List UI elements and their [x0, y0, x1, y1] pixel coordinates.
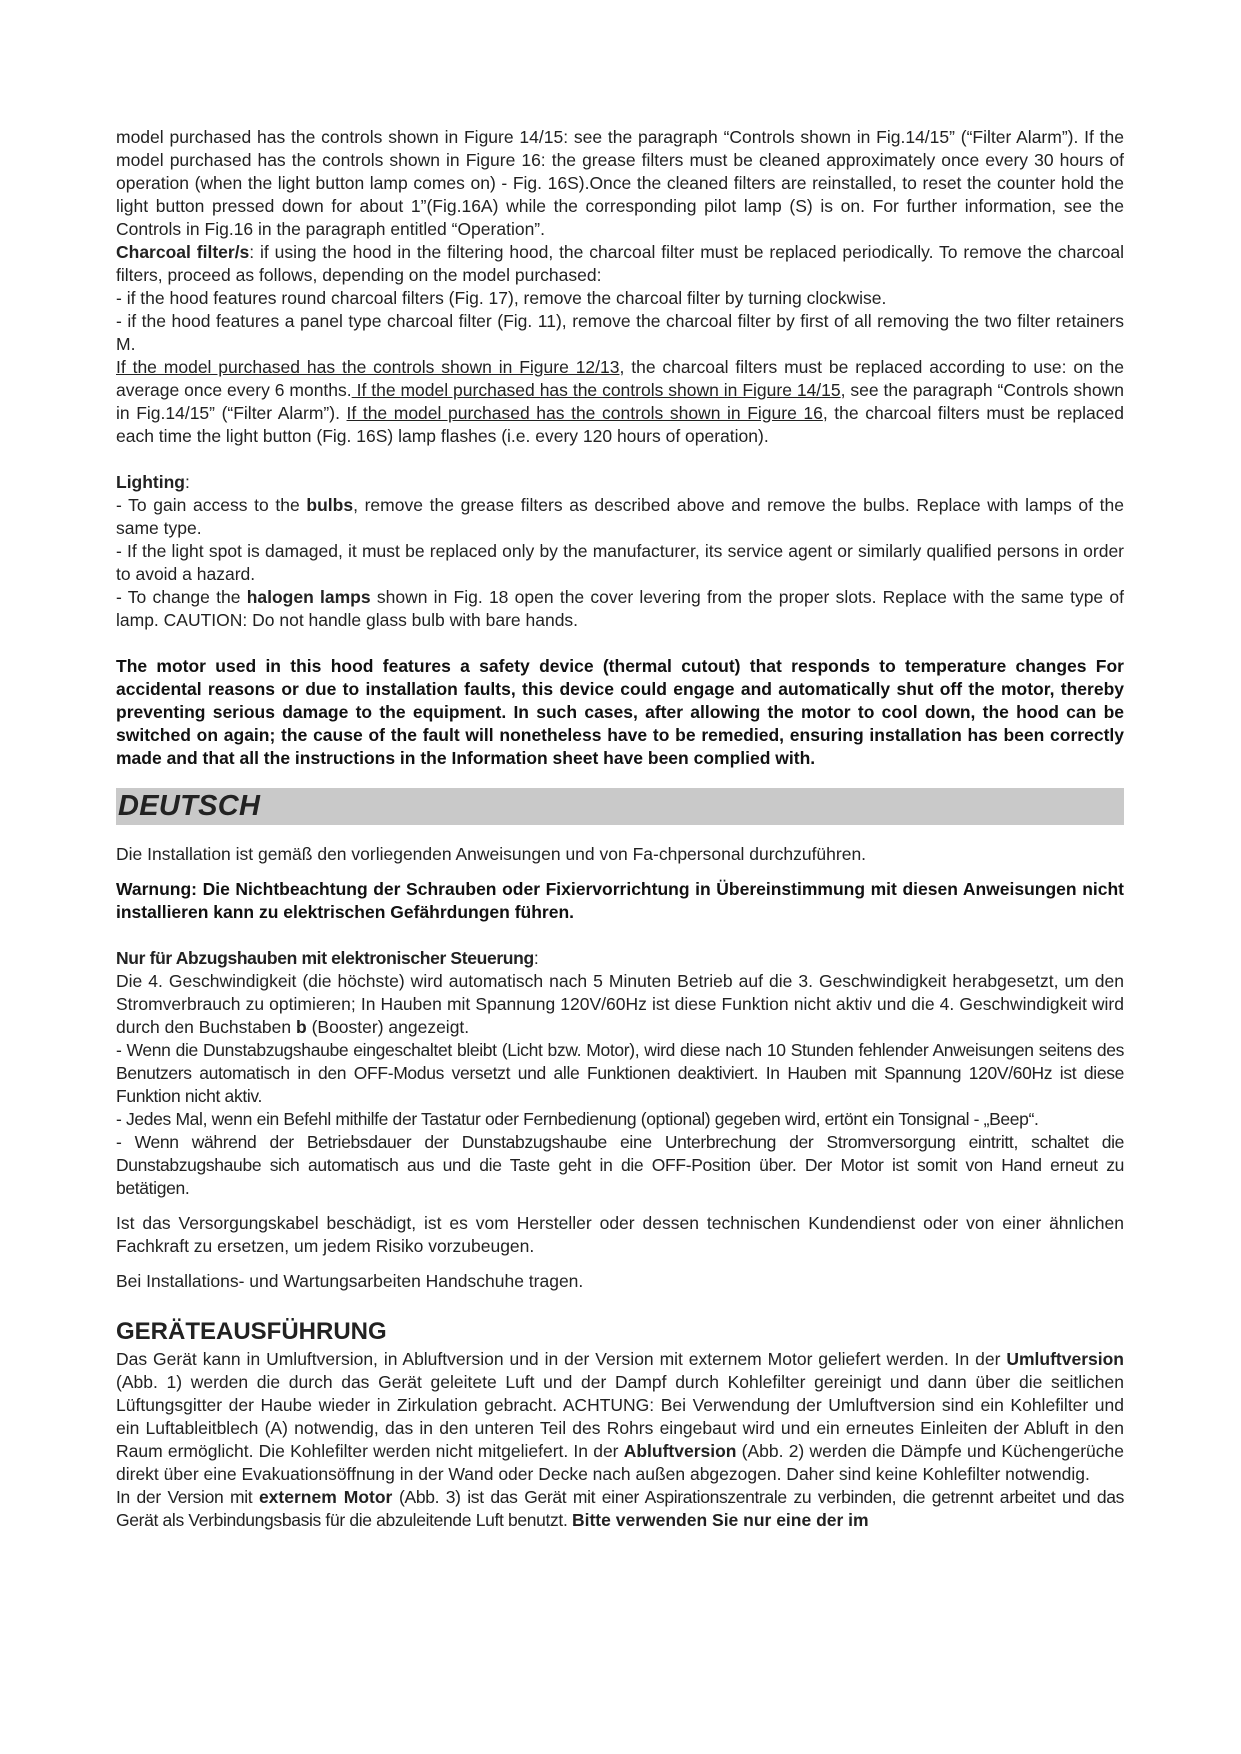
electronic-colon: :	[533, 948, 539, 968]
geraet-versions	[116, 1348, 1124, 1486]
paragraph-warnung: Warnung: Die Nichtbeachtung der Schrauben oder Fixiervorrichtung in Übereinstimmung mit diesen Anweisungen nicht installieren kann zu elektrischen Gefährdungen führen.	[116, 879, 1124, 922]
geraet-versions-e: (Abb. 2) werden die Dämpfe und Küchengerüche direkt über eine Evakuationsöffnung in der Wand oder Decke nach außen abgezogen. Daher sind keine Kohlefilter notwendig.	[116, 1441, 1124, 1484]
electronic-speed	[116, 970, 1124, 1039]
lighting-heading	[116, 471, 1124, 494]
electronic-label: Nur für Abzugshauben mit elektronischer Steuerung	[116, 948, 534, 968]
paragraph-gloves: Bei Installations- und Wartungsarbeiten Handschuhe tragen.	[116, 1271, 584, 1291]
geraet-external-c: (Abb. 3) ist das Gerät mit einer Aspirationszentrale zu verbinden, die getrennt arbeitet und das Gerät als Verbindungsbasis für die abzuleitende Luft benutzt.	[116, 1487, 1124, 1530]
charcoal-text-1: , the charcoal filters must be replaced according to use: on the average once every 6 months.	[116, 357, 1124, 400]
charcoal-intro-text: : if using the hood in the filtering hood, the charcoal filter must be replaced periodically. To remove the charcoal filters, proceed as follows, depending on the model purchased:	[116, 242, 1124, 285]
lighting-spot: - If the light spot is damaged, it must be replaced only by the manufacturer, its service agent or similarly qualified persons in order to avoid a hazard.	[116, 541, 1124, 584]
underlined-fig-12-13: If the model purchased has the controls shown in Figure 12/13	[116, 357, 620, 377]
paragraph-charcoal-round: - if the hood features round charcoal filters (Fig. 17), remove the charcoal filter by turning clockwise.	[116, 288, 887, 308]
paragraph-charcoal-intro	[116, 241, 1124, 287]
motor-safety-warning: The motor used in this hood features a safety device (thermal cutout) that responds to temperature changes For accidental reasons or due to installation faults, this device could engage and automatically shut off the motor, thereby preventing serious damage to the equipment. In such cases, after allowing the motor to cool down, the hood can be switched on again; the cause of the fault will nonetheless have to be remedied, ensuring installation has been correctly made and that all the instructions in the Information sheet have been complied with.	[116, 656, 1124, 768]
paragraph-cable: Ist das Versorgungskabel beschädigt, ist es vom Hersteller oder dessen technischen Kundendienst oder von einer ähnlichen Fachkraft zu ersetzen, um jedem Risiko vorzubeugen.	[116, 1213, 1124, 1256]
lighting-halogen-b: halogen lamps	[246, 587, 371, 607]
geraet-versions-b: Umluftversion	[1006, 1349, 1124, 1369]
electronic-beep: - Jedes Mal, wenn ein Befehl mithilfe der Tastatur oder Fernbedienung (optional) gegeben wird, ertönt ein Tonsignal - „Beep“.	[116, 1109, 1039, 1129]
paragraph-charcoal-replacement	[116, 356, 1124, 448]
geraet-versions-d: Abluftversion	[623, 1441, 737, 1461]
section-heading-text: DEUTSCH	[118, 790, 261, 822]
electronic-heading	[116, 947, 1124, 970]
electronic-speed-c: (Booster) angezeigt.	[306, 1017, 470, 1037]
underlined-fig-16: If the model purchased has the controls shown in Figure 16	[346, 403, 823, 423]
paragraph-installation: Die Installation ist gemäß den vorliegenden Anweisungen und von Fa-chpersonal durchzuführen.	[116, 844, 867, 864]
electronic-auto-off: - Wenn die Dunstabzugshaube eingeschaltet bleibt (Licht bzw. Motor), wird diese nach 10 Stunden fehlender Anweisungen seitens des Benutzers automatisch in den OFF-Modus versetzt und alle Funktionen deaktiviert. In Hauben mit Spannung 120V/60Hz ist diese Funktion nicht aktiv.	[116, 1040, 1124, 1106]
electronic-speed-b: b	[296, 1017, 307, 1037]
document-page	[116, 126, 1124, 1532]
lighting-bulbs-c: , remove the grease filters as described above and remove the bulbs. Replace with lamps of the same type.	[116, 495, 1124, 538]
geraet-external-d: Bitte verwenden Sie nur eine der im	[571, 1510, 869, 1530]
paragraph-charcoal-panel: - if the hood features a panel type charcoal filter (Fig. 11), remove the charcoal filter by first of all removing the two filter retainers M.	[116, 311, 1124, 354]
geraet-external-b: externem Motor	[258, 1487, 393, 1507]
lighting-halogen	[116, 586, 1124, 632]
charcoal-text-3: , the charcoal filters must be replaced each time the light button (Fig. 16S) lamp flashes (i.e. every 120 hours of operation).	[116, 403, 1124, 446]
geraet-external-motor	[116, 1486, 1124, 1532]
underlined-fig-14-15: If the model purchased has the controls shown in Figure 14/15	[351, 380, 841, 400]
lighting-bulbs-a: - To gain access to the	[116, 495, 307, 515]
lighting-label: Lighting	[116, 472, 186, 492]
geraet-heading: GERÄTEAUSFÜHRUNG	[116, 1318, 387, 1345]
geraet-versions-a: Das Gerät kann in Umluftversion, in Abluftversion und in der Version mit externem Motor geliefert werden. In der	[116, 1349, 1007, 1369]
electronic-power-interrupt: - Wenn während der Betriebsdauer der Dunstabzugshaube eine Unterbrechung der Stromversorgung eintritt, schaltet die Dunstabzugshaube sich automatisch aus und die Taste geht in die OFF-Position über. Der Motor ist somit von Hand erneut zu betätigen.	[116, 1132, 1124, 1198]
paragraph-grease-filters: model purchased has the controls shown in Figure 14/15: see the paragraph “Controls shown in Fig.14/15” (“Filter Alarm”). If the model purchased has the controls shown in Figure 16: the grease filters must be cleaned approximately once every 30 hours of operation (when the light button lamp comes on) - Fig. 16S).Once the cleaned filters are reinstalled, to reset the counter hold the light button pressed down for about 1”(Fig.16A) while the corresponding pilot lamp (S) is on. For further information, see the Controls in Fig.16 in the paragraph entitled “Operation”.	[116, 127, 1124, 239]
charcoal-text-2: , see the paragraph “Controls shown in Fig.14/15” (“Filter Alarm”).	[116, 380, 1125, 423]
lighting-halogen-c: shown in Fig. 18 open the cover levering from the proper slots. Replace with the same type of lamp. CAUTION: Do not handle glass bulb with bare hands.	[116, 587, 1124, 630]
lighting-halogen-a: - To change the	[116, 587, 247, 607]
geraet-versions-c: (Abb. 1) werden die durch das Gerät geleitete Luft und der Dampf durch Kohlefilter gereinigt und dann über die seitlichen Lüftungsgitter der Haube wieder in Zirkulation gebracht. ACHTUNG: Bei Verwendung der Umluftversion sind ein Kohlefilter und ein Luftableitblech (A) notwendig, das in den unteren Teil des Rohrs eingebaut wird und ein erneutes Einleiten der Abluft in den Raum ermöglicht. Die Kohlefilter werden nicht mitgeliefert. In der	[116, 1372, 1124, 1461]
lighting-bulbs	[116, 494, 1124, 540]
section-heading-deutsch	[116, 788, 1124, 825]
lighting-colon: :	[185, 472, 190, 492]
charcoal-label: Charcoal filter/s	[116, 242, 250, 262]
lighting-bulbs-b: bulbs	[306, 495, 354, 515]
geraet-external-a: In der Version mit	[116, 1487, 259, 1507]
electronic-speed-a: Die 4. Geschwindigkeit (die höchste) wird automatisch nach 5 Minuten Betrieb auf die 3. Geschwindigkeit herabgesetzt, um den Stromverbrauch zu optimieren; In Hauben mit Spannung 120V/60Hz ist diese Funktion nicht aktiv und die 4. Geschwindigkeit wird durch den Buchstaben	[116, 971, 1124, 1037]
